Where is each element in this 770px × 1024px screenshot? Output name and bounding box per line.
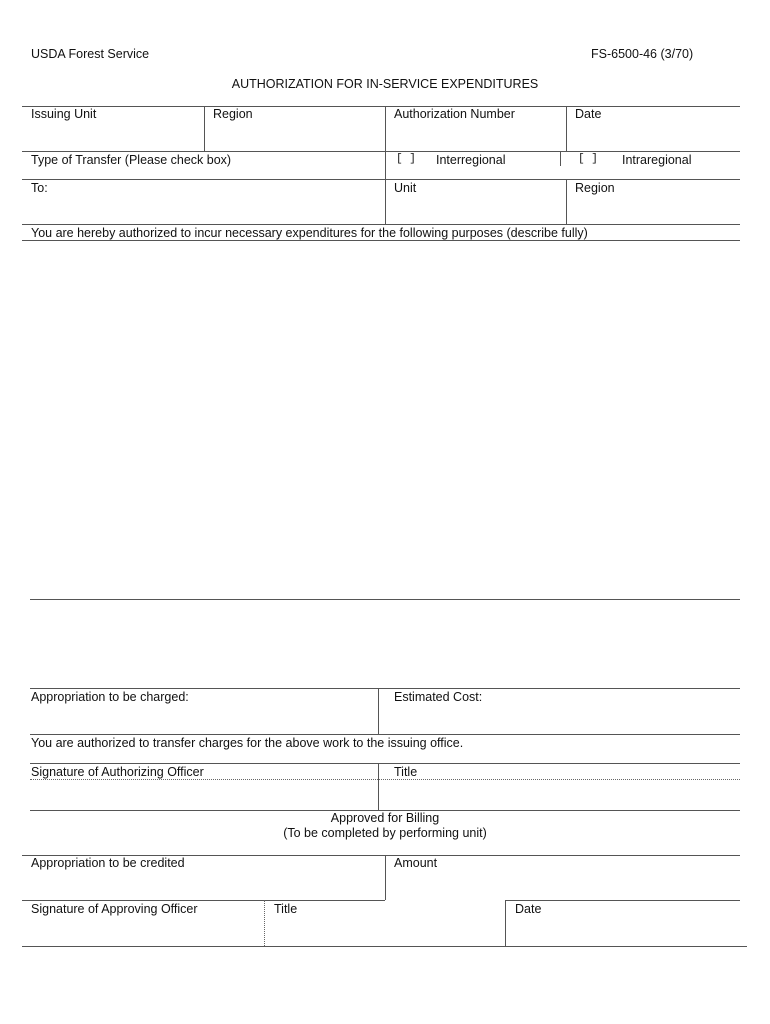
divider-row2-col2 [560,151,561,166]
date-label: Date [575,107,602,121]
divider-funding-top [30,688,740,689]
date-field[interactable] [567,123,739,150]
to-field[interactable] [22,196,384,223]
form-number: FS-6500-46 (3/70) [591,47,694,61]
form-title: AUTHORIZATION FOR IN-SERVICE EXPENDITURES [231,77,539,91]
unit-label: Unit [394,181,417,195]
divider-approving-top-left [22,900,385,901]
divider-approving-top-right [505,900,740,901]
estimated-cost-field[interactable] [379,706,739,733]
purpose-description-field[interactable] [22,242,740,597]
divider-row2-top [22,151,740,152]
divider-form-bottom [22,946,747,947]
approving-signature-label: Signature of Approving Officer [31,902,198,916]
appropriation-credited-field[interactable] [22,872,384,899]
transfer-type-label: Type of Transfer (Please check box) [31,153,232,167]
estimated-cost-label: Estimated Cost: [394,690,483,704]
appropriation-charged-field[interactable] [30,706,377,733]
divider-authorizing-top [30,763,740,764]
region-field[interactable] [205,123,384,150]
appropriation-charged-label: Appropriation to be charged: [31,690,189,704]
approving-title-field[interactable] [265,918,504,945]
agency-name: USDA Forest Service [31,47,150,61]
to-label: To: [31,181,48,195]
region-label: Region [213,107,253,121]
approving-title-label: Title [274,902,298,916]
authorizing-title-label: Title [394,765,418,779]
authorizing-signature-field[interactable] [30,781,377,809]
approved-heading: Approved for Billing [330,811,440,825]
divider-purpose-top [22,224,740,225]
amount-field[interactable] [386,872,739,899]
interregional-checkbox[interactable]: [ ] [396,153,416,165]
approving-date-field[interactable] [506,918,739,945]
purpose-label: You are hereby authorized to incur necessary expenditures for the following purposes (describe fully) [31,226,588,240]
issuing-unit-label: Issuing Unit [31,107,97,121]
transfer-statement: You are authorized to transfer charges for the above work to the issuing office. [31,736,464,750]
amount-label: Amount [394,856,438,870]
intraregional-checkbox[interactable]: [ ] [578,153,598,165]
approved-subheading: (To be completed by performing unit) [283,826,487,840]
unit-field[interactable] [386,196,565,223]
divider-authorizing-dotted [30,779,740,780]
divider-purpose-label [22,240,740,241]
authorizing-title-field[interactable] [379,781,739,809]
authorization-number-field[interactable] [386,123,565,150]
issuing-unit-field[interactable] [22,123,203,150]
intraregional-label: Intraregional [622,153,692,167]
divider-row2-col1 [385,151,386,179]
divider-row1-top [22,106,740,107]
approving-signature-field[interactable] [22,918,263,945]
divider-purpose-bottom [30,599,740,600]
divider-row3-top [22,179,740,180]
divider-statement-top [30,734,740,735]
to-region-label: Region [575,181,615,195]
approving-date-label: Date [515,902,542,916]
appropriation-credited-label: Appropriation to be credited [31,856,185,870]
authorization-number-label: Authorization Number [394,107,515,121]
interregional-label: Interregional [436,153,506,167]
authorizing-signature-label: Signature of Authorizing Officer [31,765,204,779]
to-region-field[interactable] [567,196,739,223]
